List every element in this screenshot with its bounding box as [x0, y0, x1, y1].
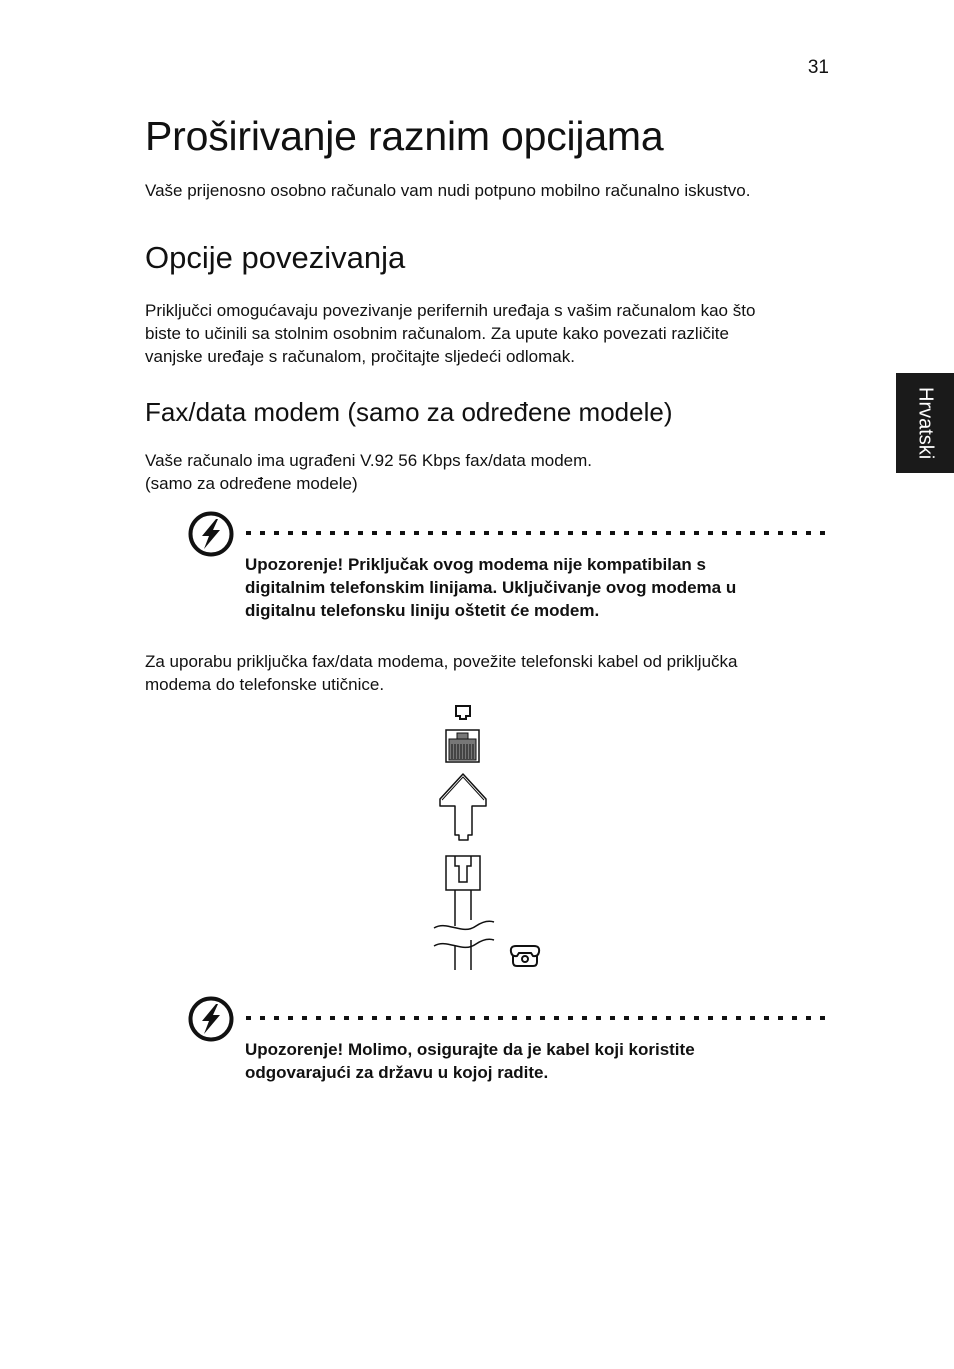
warning-lightning-icon: [188, 511, 234, 557]
warning-text: [245, 1038, 835, 1084]
subsection-paragraph: [145, 449, 835, 495]
text-line: Priključci omogućavaju povezivanje perifernih uređaja s vašim računalom kao što: [145, 301, 756, 320]
text-line: modema do telefonske utičnice.: [145, 675, 385, 694]
modem-connection-diagram: [420, 700, 550, 975]
language-tab-label: Hrvatski: [914, 386, 937, 460]
text-line: odgovarajući za državu u kojoj radite.: [245, 1063, 549, 1082]
up-arrow: [440, 774, 486, 840]
text-line: Vaše računalo ima ugrađeni V.92 56 Kbps fax/data modem.: [145, 451, 593, 470]
language-tab: [896, 373, 954, 473]
text-line: Za uporabu priključka fax/data modema, povežite telefonski kabel od priključka: [145, 652, 738, 671]
warning-divider: [246, 531, 834, 535]
text-line: vanjske uređaje s računalom, pročitajte sljedeći odlomak.: [145, 347, 575, 366]
usage-paragraph: [145, 650, 835, 696]
telephone-icon: [511, 946, 539, 966]
text-line: biste to učinili sa stolnim osobnim računalom. Za upute kako povezati različite: [145, 324, 729, 343]
warning-divider: [246, 1016, 834, 1020]
text-line: (samo za određene modele): [145, 474, 358, 493]
modem-port-icon: [456, 706, 470, 719]
page-number: 31: [807, 57, 829, 78]
page-title: Proširivanje raznim opcijama: [145, 113, 664, 159]
section-paragraph: [145, 299, 835, 368]
text-line: Upozorenje! Molimo, osigurajte da je kabel koji koristite: [245, 1040, 695, 1059]
subsection-heading: Fax/data modem (samo za određene modele): [145, 397, 673, 427]
intro-text: Vaše prijenosno osobno računalo vam nudi potpuno mobilno računalno iskustvo.: [145, 181, 751, 200]
warning-text: [245, 553, 835, 622]
rj11-plug: [446, 856, 480, 890]
text-line: digitalnu telefonsku liniju oštetit će modem.: [245, 601, 600, 620]
warning-lightning-icon: [188, 996, 234, 1042]
text-line: Upozorenje! Priključak ovog modema nije kompatibilan s: [245, 555, 706, 574]
text-line: digitalnim telefonskim linijama. Uključivanje ovog modema u: [245, 578, 737, 597]
section-heading: Opcije povezivanja: [145, 240, 406, 275]
rj11-jack: [446, 730, 479, 762]
phone-cable: [434, 890, 494, 970]
